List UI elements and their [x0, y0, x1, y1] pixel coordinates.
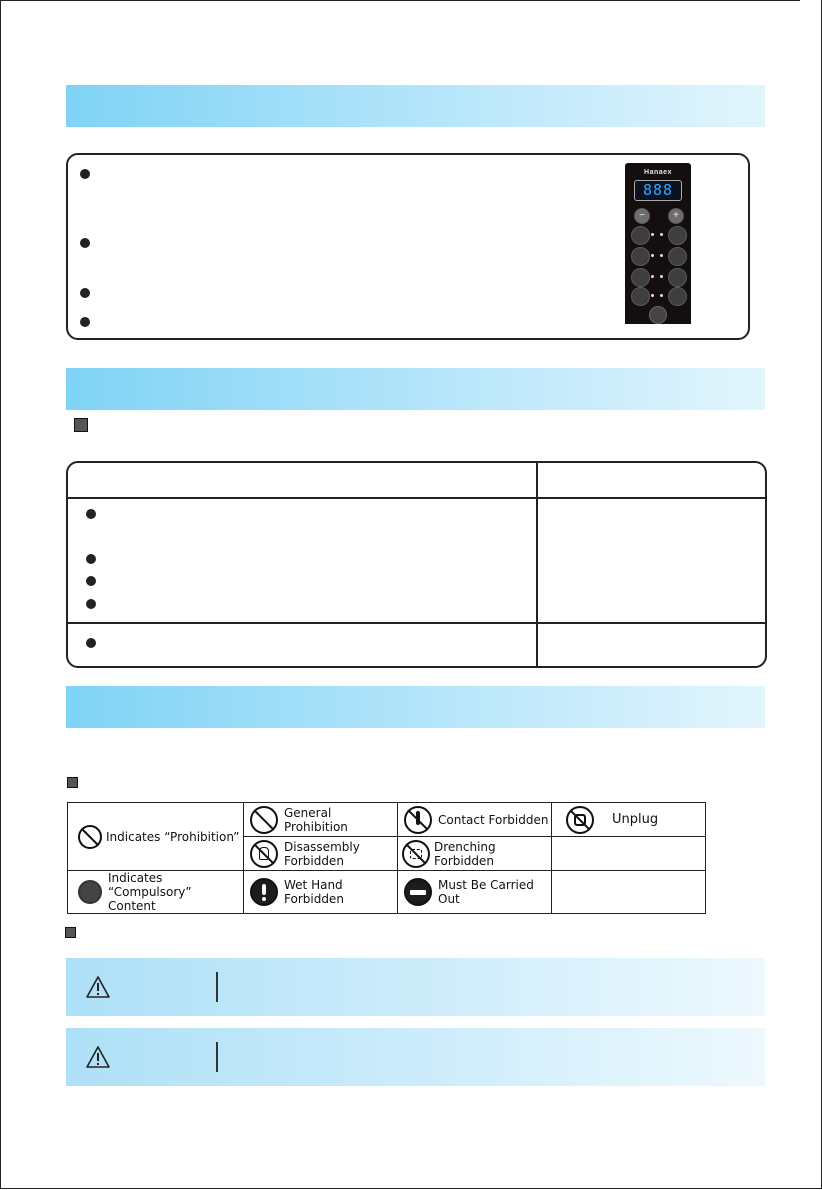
legend-cell [244, 803, 398, 837]
legend-unplug: Unplug [612, 812, 659, 827]
general-prohibition-icon [250, 806, 278, 834]
warning-separator [216, 972, 218, 1002]
panel-leds [651, 275, 665, 279]
panel-button [631, 287, 650, 306]
section-header-bar-1 [66, 85, 765, 127]
contact-forbidden-icon [404, 806, 432, 834]
unplug-icon [566, 806, 594, 834]
subsection-square-marker [67, 777, 78, 788]
table-header-divider [68, 497, 765, 499]
legend-cell [552, 871, 706, 914]
legend-compulsory-cell [68, 871, 244, 914]
legend-contact-forbidden: Contact Forbidden [438, 812, 549, 827]
legend-cell [244, 871, 398, 914]
legend-cell [398, 803, 552, 837]
panel-leds [651, 254, 665, 258]
panel-minus-button: − [634, 208, 650, 224]
must-carry-out-icon [404, 878, 432, 906]
legend-disassembly-forbidden: Disassembly Forbidden [284, 839, 360, 868]
panel-button [631, 268, 650, 287]
warning-banner [66, 958, 765, 1016]
table-row-divider [68, 622, 765, 624]
caution-triangle-icon [85, 1045, 111, 1069]
wet-hand-icon [250, 878, 278, 906]
legend-general-prohibition: General Prohibition [284, 805, 348, 834]
legend-cell [552, 837, 706, 871]
bullet-dot [80, 169, 90, 179]
legend-cell [398, 871, 552, 914]
panel-button [668, 226, 687, 245]
caution-banner [66, 1028, 765, 1086]
panel-button [668, 247, 687, 266]
panel-plus-button: + [668, 208, 684, 224]
control-panel-image [625, 163, 691, 324]
panel-leds [651, 233, 665, 237]
bullet-dot [80, 317, 90, 327]
legend-cell [552, 803, 706, 837]
bullet-dot [86, 576, 96, 586]
panel-brand-logo: Hanaex [644, 169, 672, 176]
symbol-legend-table [67, 802, 706, 914]
section-header-bar-2 [66, 368, 765, 410]
legend-prohibition-cell [68, 803, 244, 871]
legend-wet-hand-forbidden: Wet Hand Forbidden [284, 878, 344, 906]
panel-button [668, 287, 687, 306]
bullet-dot [86, 509, 96, 519]
subsection-square-marker [74, 418, 88, 432]
filled-circle-icon [78, 880, 102, 904]
bullet-dot [86, 554, 96, 564]
bullet-dot [86, 599, 96, 609]
legend-compulsory-label-line2: “Compulsory” Content [108, 885, 192, 913]
bullet-dot [80, 238, 90, 248]
section-header-bar-3 [66, 686, 765, 728]
bullet-dot [80, 288, 90, 298]
legend-cell [398, 837, 552, 871]
bullet-dot [86, 638, 96, 648]
legend-prohibition-label: Indicates “Prohibition” [106, 829, 240, 844]
legend-must-be-carried-out: Must Be Carried Out [438, 878, 534, 906]
panel-button [668, 268, 687, 287]
subsection-square-marker [65, 927, 76, 938]
caution-separator [216, 1042, 218, 1072]
warning-triangle-icon [85, 975, 111, 999]
panel-button [631, 247, 650, 266]
panel-button [631, 226, 650, 245]
legend-compulsory-label-line1: Indicates [108, 871, 163, 885]
spec-table-box [66, 461, 767, 668]
panel-digital-display: 888 [634, 180, 682, 201]
prohibition-circle-icon [78, 825, 102, 849]
drenching-forbidden-icon [402, 840, 430, 868]
legend-cell [244, 837, 398, 871]
legend-drenching-forbidden: Drenching Forbidden [434, 839, 496, 868]
panel-power-button [649, 306, 667, 324]
disassembly-forbidden-icon [250, 840, 278, 868]
panel-leds [651, 294, 665, 298]
table-column-divider [536, 463, 538, 666]
